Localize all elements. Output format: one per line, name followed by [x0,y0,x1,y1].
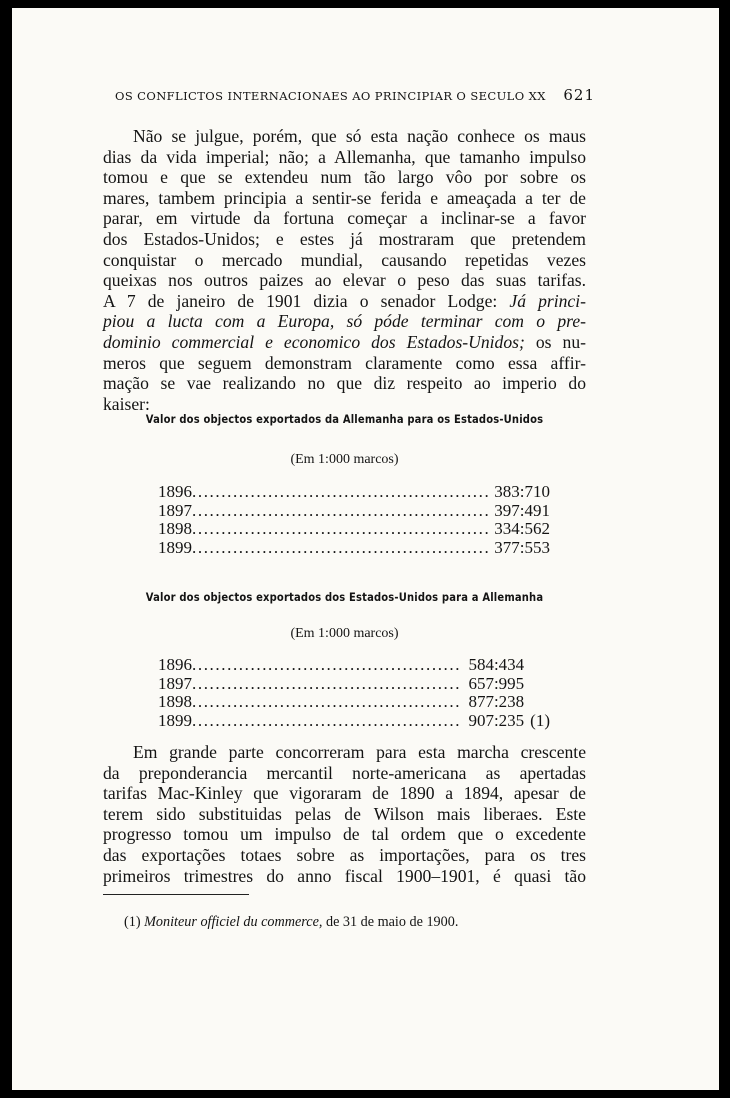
text-line: da preponderancia mercantil norte-americana as apertadas [103,762,586,783]
italic-quote: piou a lucta com a Europa, só póde terminar com o pre- [103,311,586,332]
leader-dots [192,520,488,539]
year: 1896 [158,482,192,501]
leader-dots [192,712,462,731]
text-line: tarifas Mac-Kinley que vigoraram de 1890 a 1894, apesar de [103,783,586,804]
text-line: kaiser: [103,393,150,414]
text-line: mares, tambem principia a sentir-se ferida e ameaçada a ter de [103,187,586,208]
footnote [124,914,584,931]
leader-dots [192,693,462,712]
italic-quote: dominio commercial e economico dos Estados-Unidos; [103,331,525,352]
table-row [158,712,550,731]
value: 377:553 [494,537,550,557]
table-row [158,693,550,712]
leader-dots [192,675,462,694]
text-segment: os nu- [535,331,586,352]
value: 397:491 [494,500,550,520]
text-line: mação se vae realizando no que diz respeito ao imperio do [103,373,586,394]
year: 1897 [158,500,192,520]
text-line [103,311,586,332]
leader-dots [192,483,488,502]
value: 584:434 [468,655,525,674]
italic-quote: Já princi- [509,290,586,311]
text-line: dos Estados-Unidos; e estes já mostraram que pretendem [103,228,586,249]
value: 877:238 [468,692,525,712]
year: 1899 [158,537,192,557]
table-2 [158,656,550,730]
running-title: OS CONFLICTOS INTERNACIONAES AO PRINCIPIAR O SECULO XX [115,89,546,103]
table-1 [158,483,550,557]
text-line: parar, em virtude da fortuna começar a inclinar-se a favor [103,208,586,229]
text-line: dias da vida imperial; não; a Allemanha, que tamanho impulso [103,146,586,167]
table-2-unit: (Em 1:000 marcos) [290,626,399,641]
running-header [115,86,595,104]
table-2-title: Valor dos objectos exportados dos Estados-Unidos para a Allemanha [145,590,544,604]
value: 657:995 [468,673,525,693]
text-line [103,291,586,312]
text-line: das exportações totaes sobre as importações, para os tres [103,844,586,865]
text-line: meros que seguem demonstram claramente como essa affir- [103,352,586,373]
footnote-rule [103,894,249,895]
value: 907:235 [468,710,525,730]
table-row [158,675,550,694]
page-number: 621 [563,86,595,104]
year: 1896 [158,655,192,674]
table-row [158,520,550,539]
table-1-unit: (Em 1:000 marcos) [290,452,399,467]
year: 1897 [158,673,192,693]
year: 1898 [158,692,192,712]
leader-dots [192,539,488,558]
table-row [158,539,550,558]
text-line: Não se julgue, porém, que só esta nação conhece os maus [133,126,586,146]
paragraph-2 [103,742,586,886]
text-line: queixas nos outros paizes ao elevar o peso das suas tarifas. [103,270,586,291]
year: 1898 [158,519,192,539]
table-row [158,502,550,521]
book-page [12,8,719,1090]
text-line: conquistar o mercado mundial, causando repetidas vezes [103,249,586,270]
footnote-text: de 31 de maio de 1900. [325,914,459,930]
text-segment: A 7 de janeiro de 1901 dizia o senador Lodge: [103,290,498,311]
footnote-source: Moniteur officiel du commerce, [144,914,323,930]
year: 1899 [158,710,192,730]
text-line: terem sido substituidas pelas de Wilson mais liberaes. Este [103,803,586,824]
table-row [158,483,550,502]
value: 383:710 [494,482,550,501]
text-line: primeiros trimestres do anno fiscal 1900–1901, é quasi tão [103,865,586,886]
paragraph-1 [103,126,586,414]
leader-dots [192,502,488,521]
leader-dots [192,656,462,675]
footnote-marker: (1) [124,914,141,930]
table-row [158,656,550,675]
footnote-reference[interactable]: (1) [530,710,550,730]
text-line: Em grande parte concorreram para esta marcha crescente [133,742,586,762]
text-line: tomou e que se extendeu num tão largo vôo por sobre os [103,167,586,188]
value: 334:562 [494,519,550,539]
text-line [103,332,586,353]
text-line: progresso tomou um impulso de tal ordem que o excedente [103,824,586,845]
table-1-title: Valor dos objectos exportados da Allemanha para os Estados-Unidos [145,412,544,426]
